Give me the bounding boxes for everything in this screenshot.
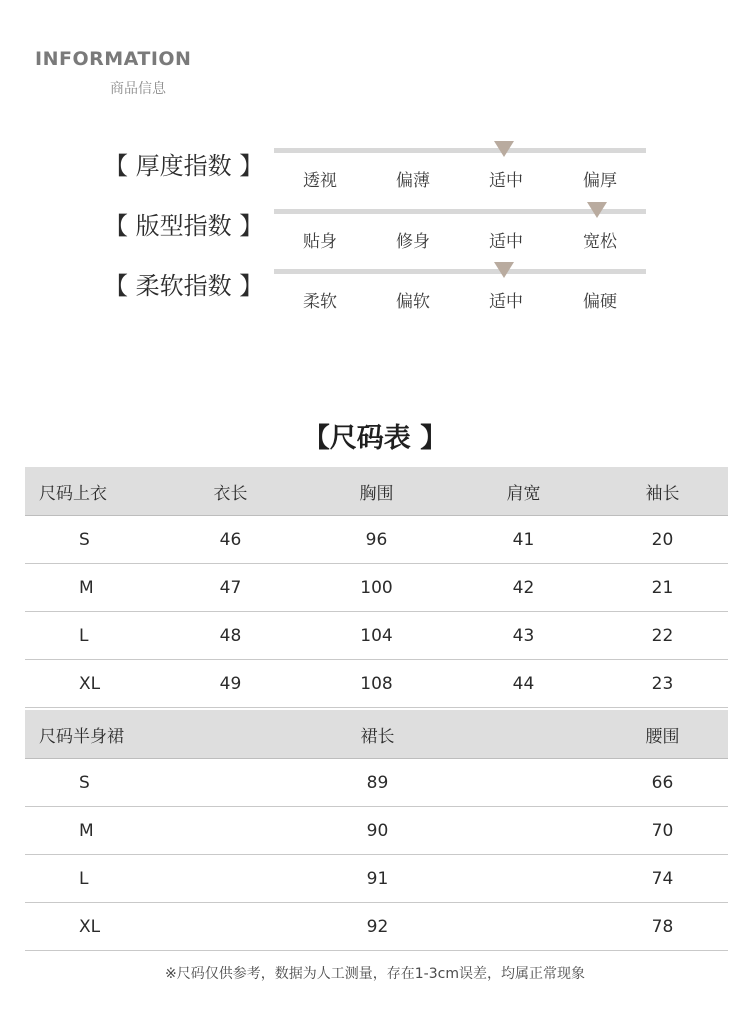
table-row xyxy=(25,903,728,951)
table-cell: 91 xyxy=(158,855,597,903)
table-cell: 20 xyxy=(597,516,728,564)
table-row xyxy=(25,612,728,660)
table-cell: S xyxy=(25,759,158,807)
table-cell: 44 xyxy=(450,660,597,708)
table-cell: 74 xyxy=(597,855,728,903)
top-size-table xyxy=(25,467,728,708)
table-cell: 100 xyxy=(303,564,450,612)
table-row xyxy=(25,807,728,855)
table-header-cell: 裙长 xyxy=(158,710,597,759)
table-cell: M xyxy=(25,807,158,855)
table-cell: 92 xyxy=(158,903,597,951)
table-row xyxy=(25,855,728,903)
table-cell: S xyxy=(25,516,158,564)
metric-option: 偏厚 xyxy=(583,171,617,191)
metric-bar xyxy=(274,148,646,153)
table-header-cell: 腰围 xyxy=(597,710,728,759)
selection-marker-icon xyxy=(587,202,607,218)
metric-option: 修身 xyxy=(396,232,430,252)
table-row xyxy=(25,564,728,612)
metric-option: 适中 xyxy=(489,232,523,252)
table-cell: 23 xyxy=(597,660,728,708)
table-cell: 48 xyxy=(158,612,303,660)
table-cell: 70 xyxy=(597,807,728,855)
metric-option: 透视 xyxy=(303,171,337,191)
table-cell: 66 xyxy=(597,759,728,807)
table-header-cell: 肩宽 xyxy=(450,467,597,516)
table-cell: 22 xyxy=(597,612,728,660)
table-cell: 90 xyxy=(158,807,597,855)
size-footnote: ※尺码仅供参考，数据为人工测量，存在1-3cm误差，均属正常现象 xyxy=(165,966,585,982)
table-cell: L xyxy=(25,612,158,660)
metric-label: 【 版型指数 】 xyxy=(104,212,264,240)
selection-marker-icon xyxy=(494,262,514,278)
table-row xyxy=(25,660,728,708)
table-cell: 41 xyxy=(450,516,597,564)
table-header-cell: 尺码上衣 xyxy=(25,467,158,516)
metric-option: 偏软 xyxy=(396,292,430,312)
metric-option: 适中 xyxy=(489,292,523,312)
metric-option: 偏硬 xyxy=(583,292,617,312)
table-header-row xyxy=(25,710,728,759)
table-header-cell: 尺码半身裙 xyxy=(25,710,158,759)
metric-label: 【 柔软指数 】 xyxy=(104,272,264,300)
metric-option: 柔软 xyxy=(303,292,337,312)
metric-bar xyxy=(274,269,646,274)
metric-bar xyxy=(274,209,646,214)
table-cell: XL xyxy=(25,660,158,708)
selection-marker-icon xyxy=(494,141,514,157)
table-cell: XL xyxy=(25,903,158,951)
table-cell: 89 xyxy=(158,759,597,807)
metric-label: 【 厚度指数 】 xyxy=(104,152,264,180)
table-cell: M xyxy=(25,564,158,612)
table-header-cell: 胸围 xyxy=(303,467,450,516)
table-header-cell: 衣长 xyxy=(158,467,303,516)
metric-option: 贴身 xyxy=(303,232,337,252)
table-cell: 104 xyxy=(303,612,450,660)
table-cell: 96 xyxy=(303,516,450,564)
table-cell: 42 xyxy=(450,564,597,612)
table-header-row xyxy=(25,467,728,516)
table-cell: 43 xyxy=(450,612,597,660)
table-cell: 47 xyxy=(158,564,303,612)
table-cell: 78 xyxy=(597,903,728,951)
info-subtitle: 商品信息 xyxy=(110,81,166,97)
table-cell: 46 xyxy=(158,516,303,564)
table-header-cell: 袖长 xyxy=(597,467,728,516)
table-row xyxy=(25,759,728,807)
table-cell: L xyxy=(25,855,158,903)
table-cell: 21 xyxy=(597,564,728,612)
metric-option: 偏薄 xyxy=(396,171,430,191)
skirt-size-table xyxy=(25,710,728,951)
metric-option: 适中 xyxy=(489,171,523,191)
table-cell: 108 xyxy=(303,660,450,708)
table-row xyxy=(25,516,728,564)
table-cell: 49 xyxy=(158,660,303,708)
info-title: INFORMATION xyxy=(35,48,192,70)
metric-option: 宽松 xyxy=(583,232,617,252)
size-table-title: 【尺码表 】 xyxy=(302,423,448,454)
